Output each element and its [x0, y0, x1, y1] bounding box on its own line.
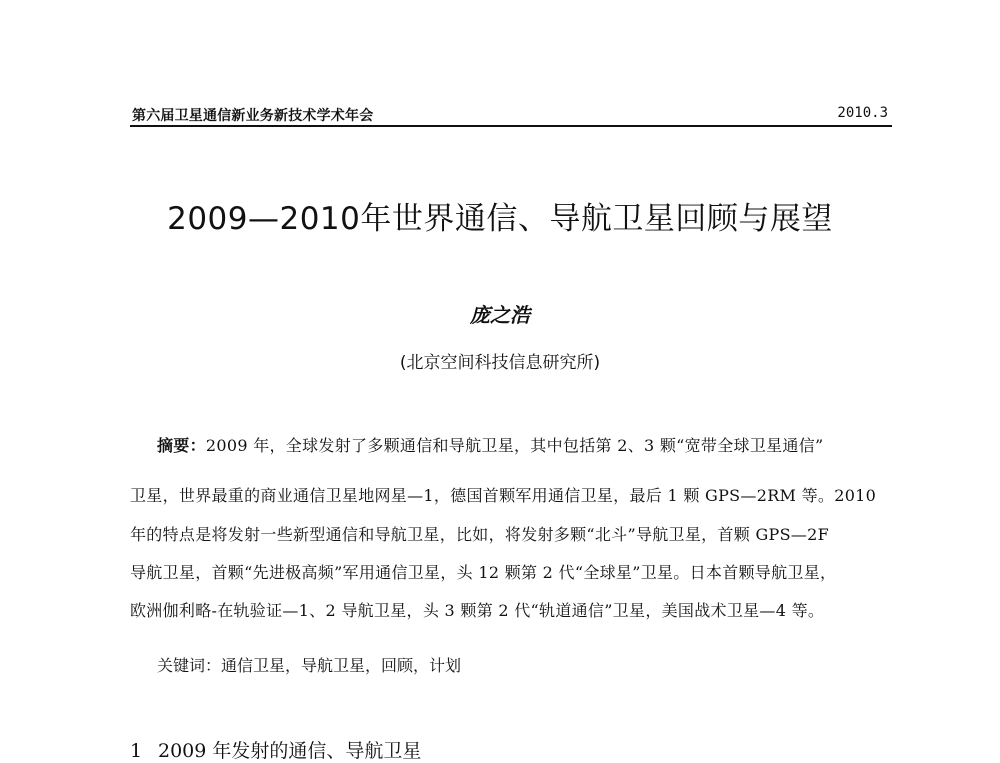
section-title: 2009 年发射的通信、导航卫星: [158, 740, 422, 762]
conference-name: 第六届卫星通信新业务新技术学术年会: [132, 108, 374, 124]
author-affiliation: (北京空间科技信息研究所): [399, 353, 601, 373]
keywords: 关键词：通信卫星，导航卫星，回顾，计划: [157, 656, 462, 675]
abstract-line-2: 卫星，世界最重的商业通信卫星地网星—1，德国首颗军用通信卫星，最后 1 颗 GPS—2RM 等。2010: [130, 486, 877, 505]
abstract-line-3: 年的特点是将发射一些新型通信和导航卫星，比如，将发射多颗“北斗”导航卫星，首颗 GPS—2F: [130, 525, 830, 544]
section-heading: [130, 736, 421, 763]
abstract-label: 摘要：: [157, 436, 206, 455]
abstract-line-1: [157, 433, 824, 456]
header-date: 2010.3: [837, 105, 888, 121]
abstract-line-4: 导航卫星，首颗“先进极高频”军用通信卫星，头 12 颗第 2 代“全球星”卫星。日本首颗导航卫星，: [130, 563, 837, 582]
author-name: 庞之浩: [470, 303, 530, 327]
abstract-line-5: 欧洲伽利略-在轨验证—1、2 导航卫星，头 3 颗第 2 代“轨道通信”卫星，美国战术卫星—4 等。: [130, 601, 825, 620]
paper-title: 2009—2010年世界通信、导航卫星回顾与展望: [167, 201, 833, 237]
section-number: 1: [130, 740, 143, 762]
abstract-text-1: 2009 年，全球发射了多颗通信和导航卫星，其中包括第 2、3 颗“宽带全球卫星通信”: [205, 436, 824, 455]
running-header: [130, 103, 892, 127]
